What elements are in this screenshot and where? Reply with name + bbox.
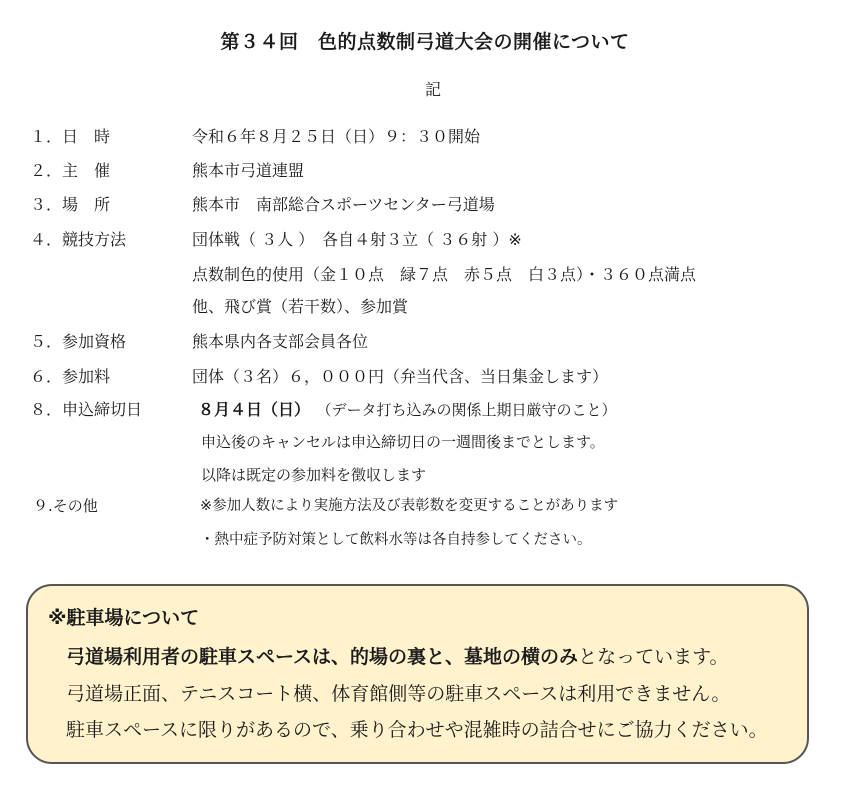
item-label: ３．場 所 <box>30 195 111 214</box>
item-label: ２．主 催 <box>30 161 111 180</box>
deadline-note: （データ打ち込みの関係上期日厳守のこと） <box>324 401 617 419</box>
item-value-extra: 点数制色的使用（金１０点 緑７点 赤５点 白３点）・３６０点満点 <box>192 265 697 284</box>
parking-notice-emphasis: 弓道場利用者の駐車スペースは、的場の裏と、墓地の横のみ <box>66 646 579 668</box>
item-value-extra: ・熱中症予防対策として飲料水等は各自持参してください。 <box>200 532 592 548</box>
item-value: 団体（３名）６，０００円（弁当代含、当日集金します） <box>192 367 609 386</box>
item-value-extra: 以降は既定の参加料を徴収します <box>201 466 427 484</box>
item-value: 熊本市弓道連盟 <box>192 161 305 180</box>
item-label: ５．参加資格 <box>30 332 127 351</box>
item-value <box>198 400 617 420</box>
parking-notice-line-3: 駐車スペースに限りがあるので、乗り合わせや混雑時の詰合せにご協力ください。 <box>66 719 768 741</box>
parking-notice-line-2: 弓道場正面、テニスコート横、体育館側等の駐車スペースは利用できません。 <box>66 683 731 705</box>
item-value: 令和６年８月２５日（日）９：３０開始 <box>192 127 481 146</box>
parking-notice-box <box>26 584 809 764</box>
item-value: ※参加人数により実施方法及び表彰数を変更することがあります <box>200 498 619 514</box>
item-label: ４．競技方法 <box>30 230 127 249</box>
item-value: 熊本市 南部総合スポーツセンター弓道場 <box>192 195 495 214</box>
page-title: 第３４回 色的点数制弓道大会の開催について <box>220 31 630 53</box>
parking-notice-line-1-rest: となっています。 <box>578 646 729 668</box>
deadline-date: ８月４日（日） <box>198 400 311 419</box>
ki-heading: 記 <box>424 80 441 99</box>
item-value: 熊本県内各支部会員各位 <box>192 332 369 351</box>
item-value: 団体戦（ ３人 ） 各自４射３立（ ３６射 ）※ <box>192 230 522 249</box>
parking-notice-line-1 <box>66 645 729 669</box>
item-value-extra: 他、飛び賞（若干数）、参加賞 <box>192 297 409 316</box>
item-label: １．日 時 <box>30 127 111 146</box>
item-label: ９.その他 <box>33 497 98 515</box>
parking-notice-heading: ※駐車場について <box>48 607 200 629</box>
item-label: ６．参加料 <box>30 367 111 386</box>
item-label: ８．申込締切日 <box>30 400 143 419</box>
item-value-extra: 申込後のキャンセルは申込締切日の一週間後までとします。 <box>201 433 605 451</box>
